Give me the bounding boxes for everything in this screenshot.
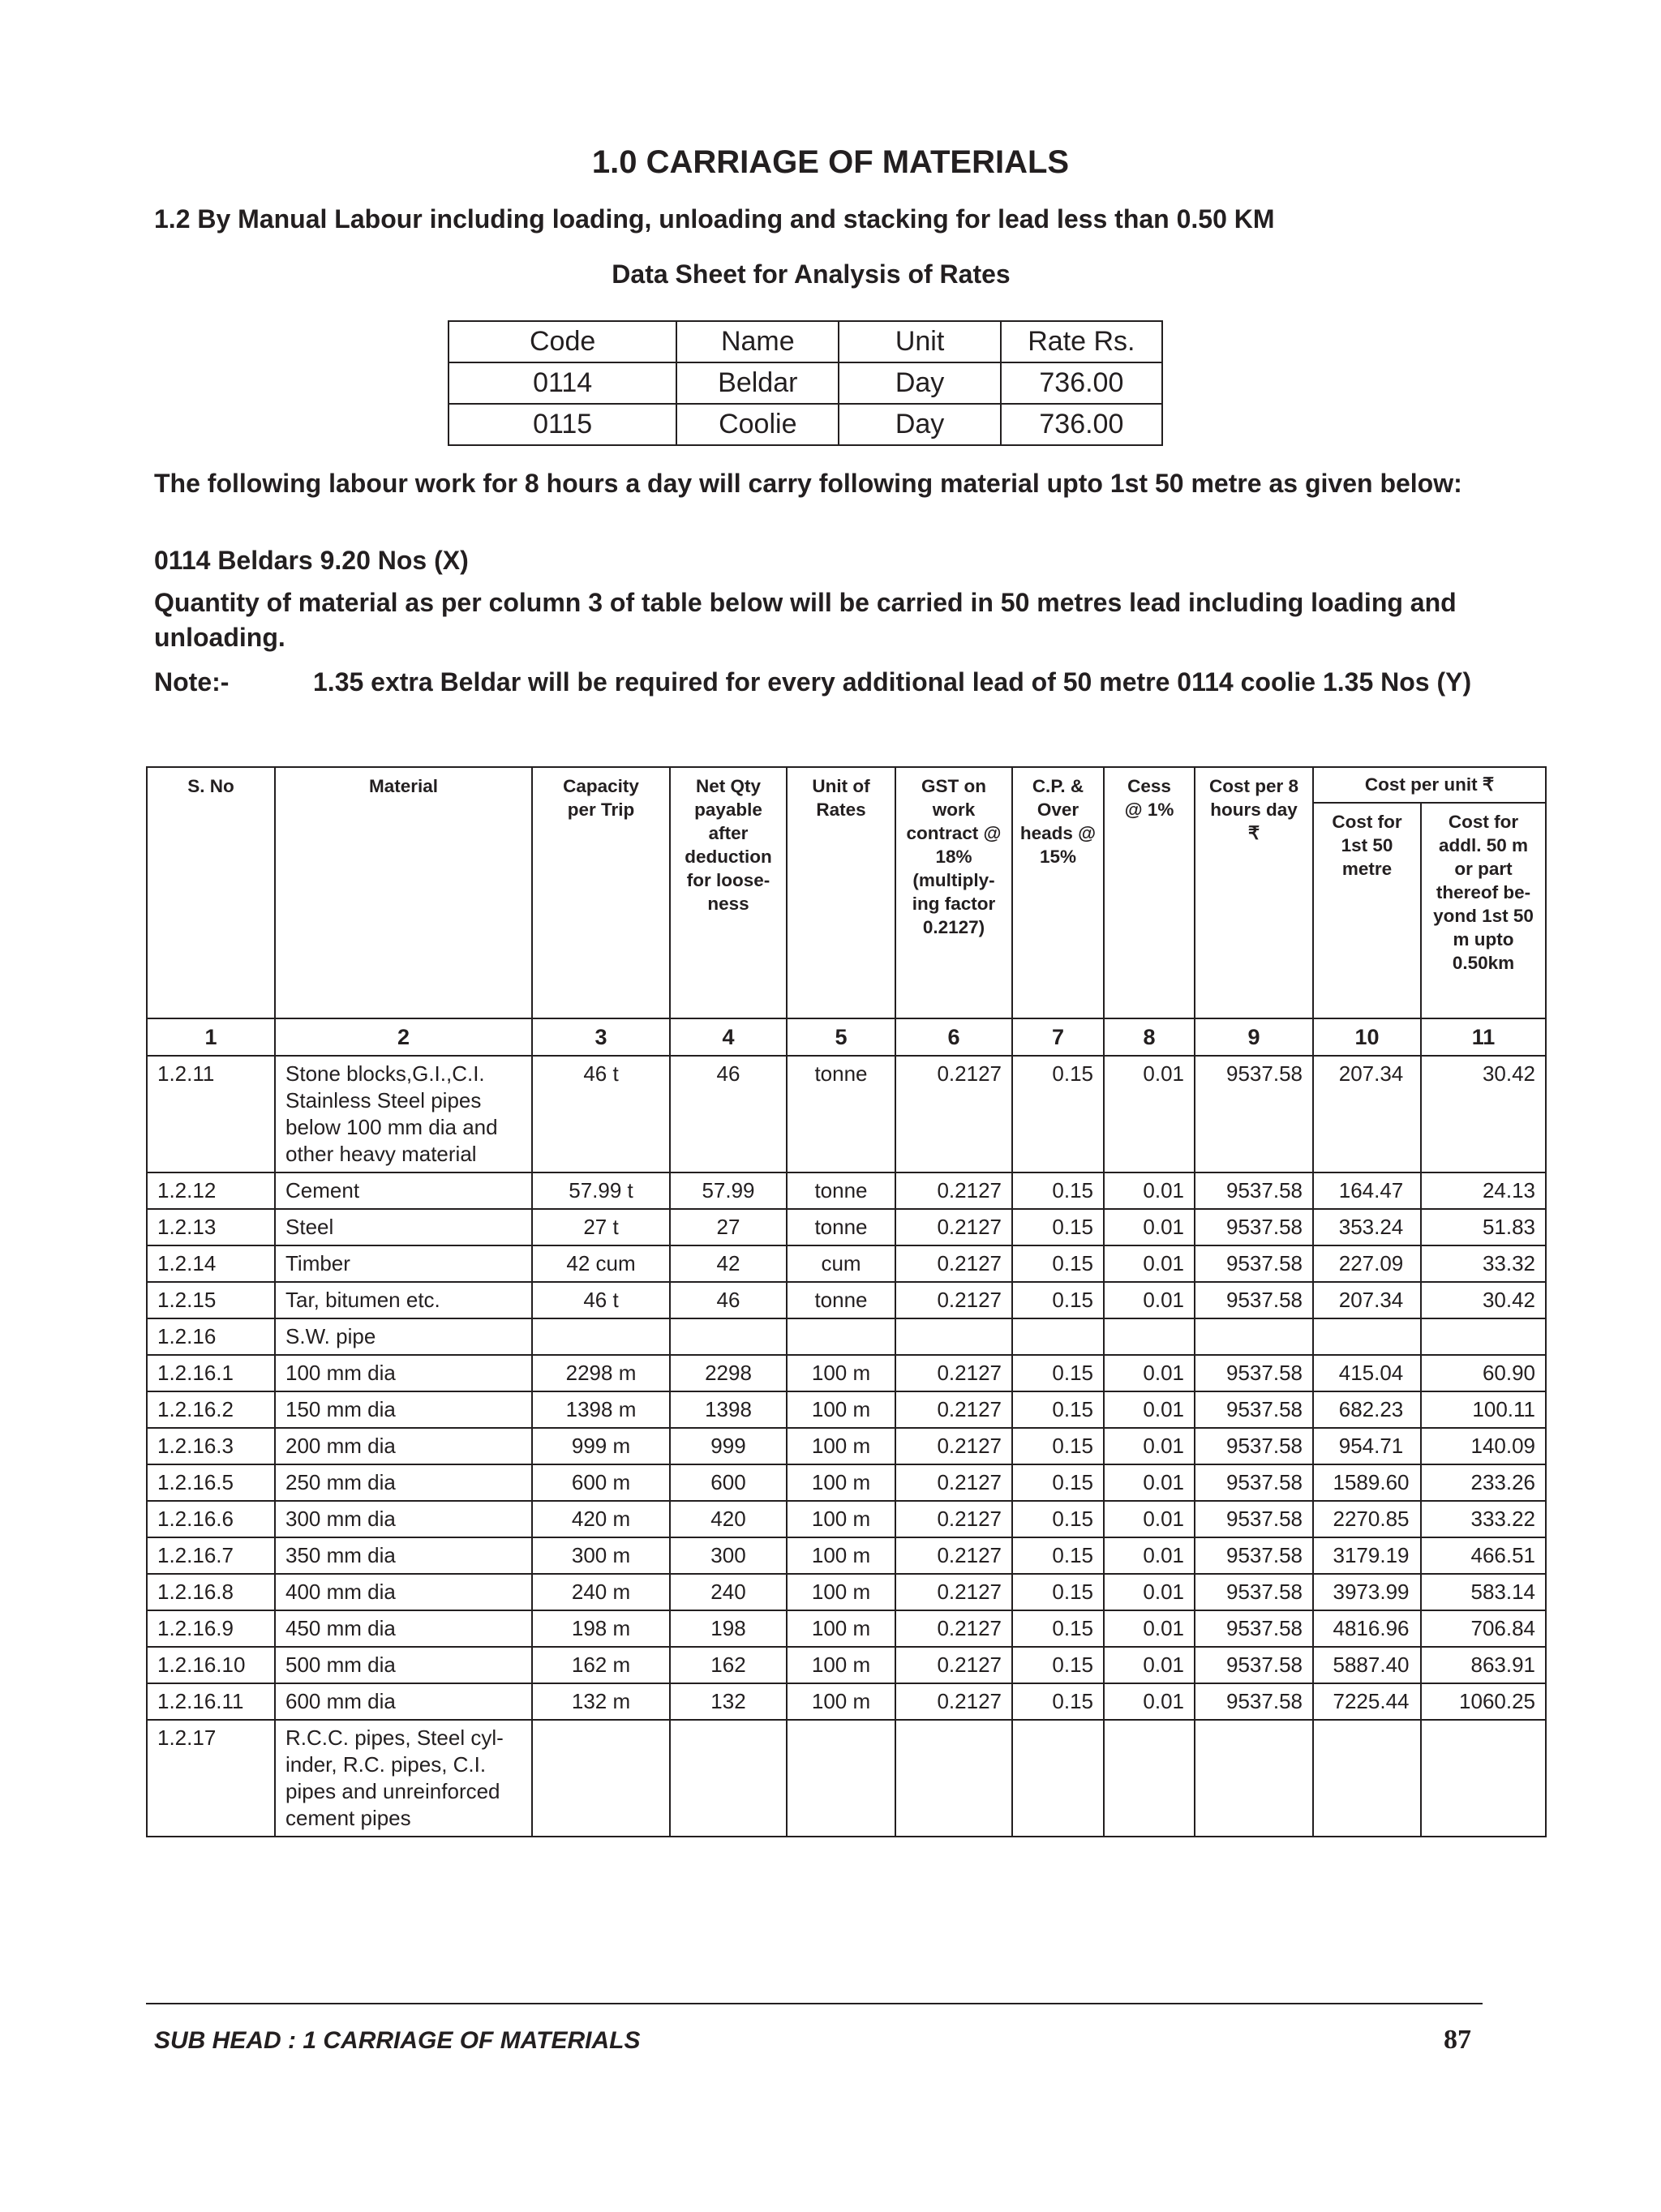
capacity-cell: 600 m [532, 1464, 670, 1501]
table-row [147, 1318, 1546, 1355]
table-row [147, 1464, 1546, 1501]
rates-cell: Day [839, 404, 1000, 445]
cost-1st-cell: 207.34 [1313, 1056, 1421, 1172]
gst-cell: 0.2127 [895, 1172, 1012, 1209]
cost-1st-cell: 7225.44 [1313, 1683, 1421, 1720]
cess-cell: 0.01 [1104, 1391, 1195, 1428]
cost-addl-cell: 33.32 [1421, 1245, 1546, 1282]
cost-1st-cell: 353.24 [1313, 1209, 1421, 1245]
column-number: 3 [532, 1018, 670, 1056]
cost-1st-cell: 682.23 [1313, 1391, 1421, 1428]
labour-paragraph: The following labour work for 8 hours a day will carry following material upto 1st 50 metre as given below: [154, 469, 1462, 498]
gst-cell: 0.2127 [895, 1501, 1012, 1537]
table-row [147, 1172, 1546, 1209]
cost-8h-cell [1195, 1318, 1313, 1355]
capacity-cell: 46 t [532, 1056, 670, 1172]
cp-cell: 0.15 [1012, 1574, 1104, 1610]
cost-8h-cell: 9537.58 [1195, 1245, 1313, 1282]
gst-cell [895, 1720, 1012, 1837]
column-number: 1 [147, 1018, 275, 1056]
unit-cell: 100 m [787, 1574, 895, 1610]
sno-cell: 1.2.16.3 [147, 1428, 275, 1464]
cp-cell: 0.15 [1012, 1501, 1104, 1537]
cost-8h-cell: 9537.58 [1195, 1428, 1313, 1464]
rates-row [449, 362, 1162, 404]
gst-cell: 0.2127 [895, 1355, 1012, 1391]
sno-cell: 1.2.16.6 [147, 1501, 275, 1537]
cess-cell: 0.01 [1104, 1056, 1195, 1172]
material-cell: 250 mm dia [275, 1464, 532, 1501]
material-cell: 150 mm dia [275, 1391, 532, 1428]
material-cell: Cement [275, 1172, 532, 1209]
cost-addl-cell: 466.51 [1421, 1537, 1546, 1574]
capacity-cell: 1398 m [532, 1391, 670, 1428]
header-cess: Cess @ 1% [1104, 767, 1195, 1018]
cost-8h-cell: 9537.58 [1195, 1647, 1313, 1683]
unit-cell: cum [787, 1245, 895, 1282]
cess-cell: 0.01 [1104, 1245, 1195, 1282]
cost-1st-cell: 415.04 [1313, 1355, 1421, 1391]
rates-cell: 736.00 [1001, 404, 1162, 445]
material-cell: Timber [275, 1245, 532, 1282]
net-qty-cell: 132 [670, 1683, 787, 1720]
material-cell: S.W. pipe [275, 1318, 532, 1355]
material-cell: R.C.C. pipes, Steel cyl-inder, R.C. pipes, C.I. pipes and unreinforced cement pipes [275, 1720, 532, 1837]
column-number: 11 [1421, 1018, 1546, 1056]
cess-cell [1104, 1318, 1195, 1355]
rates-header-name: Name [676, 321, 839, 362]
cess-cell: 0.01 [1104, 1355, 1195, 1391]
cost-1st-cell: 3973.99 [1313, 1574, 1421, 1610]
net-qty-cell: 57.99 [670, 1172, 787, 1209]
gst-cell: 0.2127 [895, 1574, 1012, 1610]
unit-cell: 100 m [787, 1683, 895, 1720]
cess-cell [1104, 1720, 1195, 1837]
table-row [147, 1245, 1546, 1282]
cp-cell [1012, 1720, 1104, 1837]
cess-cell: 0.01 [1104, 1537, 1195, 1574]
header-cp-overheads: C.P. & Over heads @ 15% [1012, 767, 1104, 1018]
material-cell: 400 mm dia [275, 1574, 532, 1610]
gst-cell: 0.2127 [895, 1428, 1012, 1464]
sno-cell: 1.2.16.10 [147, 1647, 275, 1683]
cost-1st-cell: 2270.85 [1313, 1501, 1421, 1537]
cost-8h-cell: 9537.58 [1195, 1683, 1313, 1720]
cost-addl-cell [1421, 1720, 1546, 1837]
column-number: 8 [1104, 1018, 1195, 1056]
cost-1st-cell: 207.34 [1313, 1282, 1421, 1318]
datasheet-title: Data Sheet for Analysis of Rates [612, 259, 1011, 289]
sno-cell: 1.2.16 [147, 1318, 275, 1355]
gst-cell: 0.2127 [895, 1683, 1012, 1720]
unit-cell: 100 m [787, 1391, 895, 1428]
sno-cell: 1.2.16.9 [147, 1610, 275, 1647]
cess-cell: 0.01 [1104, 1209, 1195, 1245]
sno-cell: 1.2.16.2 [147, 1391, 275, 1428]
rates-header-rate: Rate Rs. [1001, 321, 1162, 362]
capacity-cell: 999 m [532, 1428, 670, 1464]
column-number: 5 [787, 1018, 895, 1056]
cess-cell: 0.01 [1104, 1428, 1195, 1464]
column-number: 9 [1195, 1018, 1313, 1056]
cost-addl-cell: 51.83 [1421, 1209, 1546, 1245]
cost-8h-cell: 9537.58 [1195, 1501, 1313, 1537]
cost-addl-cell [1421, 1318, 1546, 1355]
net-qty-cell [670, 1720, 787, 1837]
column-number: 2 [275, 1018, 532, 1056]
cost-8h-cell: 9537.58 [1195, 1610, 1313, 1647]
unit-cell [787, 1318, 895, 1355]
net-qty-cell: 600 [670, 1464, 787, 1501]
table-row [147, 1647, 1546, 1683]
material-cell: 100 mm dia [275, 1355, 532, 1391]
net-qty-cell: 46 [670, 1282, 787, 1318]
header-cost-per-unit: Cost per unit ₹ [1313, 767, 1546, 803]
header-net-qty: Net Qty payable after deduction for loose-ness [670, 767, 787, 1018]
cost-8h-cell: 9537.58 [1195, 1574, 1313, 1610]
capacity-cell: 162 m [532, 1647, 670, 1683]
net-qty-cell: 999 [670, 1428, 787, 1464]
cess-cell: 0.01 [1104, 1172, 1195, 1209]
rates-cell: Day [839, 362, 1000, 404]
sno-cell: 1.2.16.8 [147, 1574, 275, 1610]
cost-8h-cell: 9537.58 [1195, 1391, 1313, 1428]
cost-addl-cell: 583.14 [1421, 1574, 1546, 1610]
rates-row [449, 404, 1162, 445]
material-cell: 300 mm dia [275, 1501, 532, 1537]
net-qty-cell: 162 [670, 1647, 787, 1683]
page-number: 87 [1444, 2025, 1471, 2055]
note-label: Note:- [154, 667, 230, 697]
gst-cell: 0.2127 [895, 1391, 1012, 1428]
rates-cell: 736.00 [1001, 362, 1162, 404]
unit-cell: 100 m [787, 1537, 895, 1574]
table-row [147, 1501, 1546, 1537]
rates-cell: Beldar [676, 362, 839, 404]
cost-addl-cell: 863.91 [1421, 1647, 1546, 1683]
unit-cell: 100 m [787, 1501, 895, 1537]
sno-cell: 1.2.15 [147, 1282, 275, 1318]
sno-cell: 1.2.14 [147, 1245, 275, 1282]
cost-8h-cell: 9537.58 [1195, 1209, 1313, 1245]
material-cell: 450 mm dia [275, 1610, 532, 1647]
header-cost-1st-50m: Cost for 1st 50 metre [1313, 803, 1421, 1018]
header-cost-8hours: Cost per 8 hours day ₹ [1195, 767, 1313, 1018]
table-row [147, 1209, 1546, 1245]
cp-cell: 0.15 [1012, 1056, 1104, 1172]
sno-cell: 1.2.13 [147, 1209, 275, 1245]
cost-addl-cell: 140.09 [1421, 1428, 1546, 1464]
cp-cell: 0.15 [1012, 1209, 1104, 1245]
cp-cell: 0.15 [1012, 1464, 1104, 1501]
material-cell: Steel [275, 1209, 532, 1245]
capacity-cell [532, 1720, 670, 1837]
table-row [147, 1428, 1546, 1464]
net-qty-cell: 42 [670, 1245, 787, 1282]
column-number: 7 [1012, 1018, 1104, 1056]
gst-cell: 0.2127 [895, 1647, 1012, 1683]
table-row [147, 1355, 1546, 1391]
cost-1st-cell: 227.09 [1313, 1245, 1421, 1282]
gst-cell: 0.2127 [895, 1209, 1012, 1245]
cost-8h-cell: 9537.58 [1195, 1355, 1313, 1391]
cost-addl-cell: 100.11 [1421, 1391, 1546, 1428]
cost-addl-cell: 333.22 [1421, 1501, 1546, 1537]
sno-cell: 1.2.16.1 [147, 1355, 275, 1391]
header-sno: S. No [147, 767, 275, 1018]
sno-cell: 1.2.16.5 [147, 1464, 275, 1501]
cost-1st-cell: 3179.19 [1313, 1537, 1421, 1574]
header-capacity: Capacity per Trip [532, 767, 670, 1018]
gst-cell: 0.2127 [895, 1056, 1012, 1172]
table-row [147, 1574, 1546, 1610]
cost-8h-cell: 9537.58 [1195, 1056, 1313, 1172]
cp-cell: 0.15 [1012, 1391, 1104, 1428]
rates-cell: 0114 [449, 362, 676, 404]
cost-1st-cell: 4816.96 [1313, 1610, 1421, 1647]
table-row [147, 1610, 1546, 1647]
header-material: Material [275, 767, 532, 1018]
sno-cell: 1.2.16.11 [147, 1683, 275, 1720]
unit-cell: tonne [787, 1172, 895, 1209]
material-cell: 200 mm dia [275, 1428, 532, 1464]
cess-cell: 0.01 [1104, 1647, 1195, 1683]
capacity-cell: 198 m [532, 1610, 670, 1647]
rates-header-code: Code [449, 321, 676, 362]
sno-cell: 1.2.11 [147, 1056, 275, 1172]
quantity-paragraph: Quantity of material as per column 3 of table below will be carried in 50 metres lead including loading and unloading. [154, 588, 1457, 652]
net-qty-cell: 198 [670, 1610, 787, 1647]
carriage-rates-table [146, 766, 1547, 1837]
gst-cell: 0.2127 [895, 1282, 1012, 1318]
cost-addl-cell: 30.42 [1421, 1282, 1546, 1318]
rates-cell: 0115 [449, 404, 676, 445]
net-qty-cell [670, 1318, 787, 1355]
table-row [147, 1282, 1546, 1318]
rates-header-row [449, 321, 1162, 362]
unit-cell: 100 m [787, 1355, 895, 1391]
cost-8h-cell: 9537.58 [1195, 1282, 1313, 1318]
gst-cell: 0.2127 [895, 1245, 1012, 1282]
net-qty-cell: 300 [670, 1537, 787, 1574]
cp-cell: 0.15 [1012, 1428, 1104, 1464]
header-gst: GST on work contract @ 18% (multiply-ing factor 0.2127) [895, 767, 1012, 1018]
material-cell: 350 mm dia [275, 1537, 532, 1574]
gst-cell [895, 1318, 1012, 1355]
column-number-row [147, 1018, 1546, 1056]
gst-cell: 0.2127 [895, 1610, 1012, 1647]
cess-cell: 0.01 [1104, 1501, 1195, 1537]
gst-cell: 0.2127 [895, 1537, 1012, 1574]
unit-cell: 100 m [787, 1464, 895, 1501]
cess-cell: 0.01 [1104, 1464, 1195, 1501]
cost-addl-cell: 233.26 [1421, 1464, 1546, 1501]
net-qty-cell: 46 [670, 1056, 787, 1172]
sno-cell: 1.2.17 [147, 1720, 275, 1837]
cp-cell: 0.15 [1012, 1355, 1104, 1391]
sno-cell: 1.2.12 [147, 1172, 275, 1209]
cost-addl-cell: 60.90 [1421, 1355, 1546, 1391]
footer-subhead: SUB HEAD : 1 CARRIAGE OF MATERIALS [154, 2027, 641, 2054]
cess-cell: 0.01 [1104, 1610, 1195, 1647]
capacity-cell: 132 m [532, 1683, 670, 1720]
sno-cell: 1.2.16.7 [147, 1537, 275, 1574]
cost-1st-cell [1313, 1318, 1421, 1355]
cp-cell: 0.15 [1012, 1245, 1104, 1282]
material-cell: Stone blocks,G.I.,C.I. Stainless Steel pipes below 100 mm dia and other heavy material [275, 1056, 532, 1172]
capacity-cell [532, 1318, 670, 1355]
table-header-row [147, 767, 1546, 803]
table-row [147, 1391, 1546, 1428]
material-cell: 500 mm dia [275, 1647, 532, 1683]
unit-cell: tonne [787, 1282, 895, 1318]
net-qty-cell: 2298 [670, 1355, 787, 1391]
capacity-cell: 240 m [532, 1574, 670, 1610]
unit-cell: 100 m [787, 1428, 895, 1464]
capacity-cell: 42 cum [532, 1245, 670, 1282]
rates-header-unit: Unit [839, 321, 1000, 362]
cost-1st-cell: 5887.40 [1313, 1647, 1421, 1683]
note-text: 1.35 extra Beldar will be required for every additional lead of 50 metre 0114 coolie 1.35 Nos (Y) [313, 667, 1472, 697]
header-cost-addl-50m: Cost for addl. 50 m or part thereof be-yond 1st 50 m upto 0.50km [1421, 803, 1546, 1018]
page-heading: 1.0 CARRIAGE OF MATERIALS [591, 144, 1070, 180]
cp-cell: 0.15 [1012, 1683, 1104, 1720]
net-qty-cell: 240 [670, 1574, 787, 1610]
unit-cell: tonne [787, 1056, 895, 1172]
capacity-cell: 27 t [532, 1209, 670, 1245]
header-unit: Unit of Rates [787, 767, 895, 1018]
cost-addl-cell: 30.42 [1421, 1056, 1546, 1172]
cp-cell: 0.15 [1012, 1282, 1104, 1318]
cess-cell: 0.01 [1104, 1683, 1195, 1720]
cost-1st-cell: 1589.60 [1313, 1464, 1421, 1501]
cost-1st-cell: 164.47 [1313, 1172, 1421, 1209]
cost-1st-cell [1313, 1720, 1421, 1837]
cost-8h-cell [1195, 1720, 1313, 1837]
unit-cell: tonne [787, 1209, 895, 1245]
cost-8h-cell: 9537.58 [1195, 1537, 1313, 1574]
net-qty-cell: 420 [670, 1501, 787, 1537]
beldars-line: 0114 Beldars 9.20 Nos (X) [154, 546, 469, 575]
capacity-cell: 420 m [532, 1501, 670, 1537]
section-subheading: 1.2 By Manual Labour including loading, unloading and stacking for lead less than 0.50 KM [154, 204, 1275, 234]
net-qty-cell: 1398 [670, 1391, 787, 1428]
cost-8h-cell: 9537.58 [1195, 1172, 1313, 1209]
unit-cell: 100 m [787, 1647, 895, 1683]
footer-divider [146, 2003, 1483, 2004]
cp-cell: 0.15 [1012, 1537, 1104, 1574]
cost-8h-cell: 9537.58 [1195, 1464, 1313, 1501]
material-cell: Tar, bitumen etc. [275, 1282, 532, 1318]
cess-cell: 0.01 [1104, 1282, 1195, 1318]
table-row [147, 1537, 1546, 1574]
rates-cell: Coolie [676, 404, 839, 445]
cost-addl-cell: 24.13 [1421, 1172, 1546, 1209]
net-qty-cell: 27 [670, 1209, 787, 1245]
cost-addl-cell: 706.84 [1421, 1610, 1546, 1647]
cost-1st-cell: 954.71 [1313, 1428, 1421, 1464]
table-row [147, 1056, 1546, 1172]
labour-rates-table [448, 320, 1163, 446]
cp-cell: 0.15 [1012, 1647, 1104, 1683]
unit-cell: 100 m [787, 1610, 895, 1647]
table-row [147, 1683, 1546, 1720]
column-number: 4 [670, 1018, 787, 1056]
cp-cell: 0.15 [1012, 1610, 1104, 1647]
cp-cell: 0.15 [1012, 1172, 1104, 1209]
capacity-cell: 57.99 t [532, 1172, 670, 1209]
capacity-cell: 2298 m [532, 1355, 670, 1391]
cost-addl-cell: 1060.25 [1421, 1683, 1546, 1720]
gst-cell: 0.2127 [895, 1464, 1012, 1501]
cp-cell [1012, 1318, 1104, 1355]
unit-cell [787, 1720, 895, 1837]
cess-cell: 0.01 [1104, 1574, 1195, 1610]
material-cell: 600 mm dia [275, 1683, 532, 1720]
column-number: 10 [1313, 1018, 1421, 1056]
capacity-cell: 300 m [532, 1537, 670, 1574]
capacity-cell: 46 t [532, 1282, 670, 1318]
table-row [147, 1720, 1546, 1837]
column-number: 6 [895, 1018, 1012, 1056]
